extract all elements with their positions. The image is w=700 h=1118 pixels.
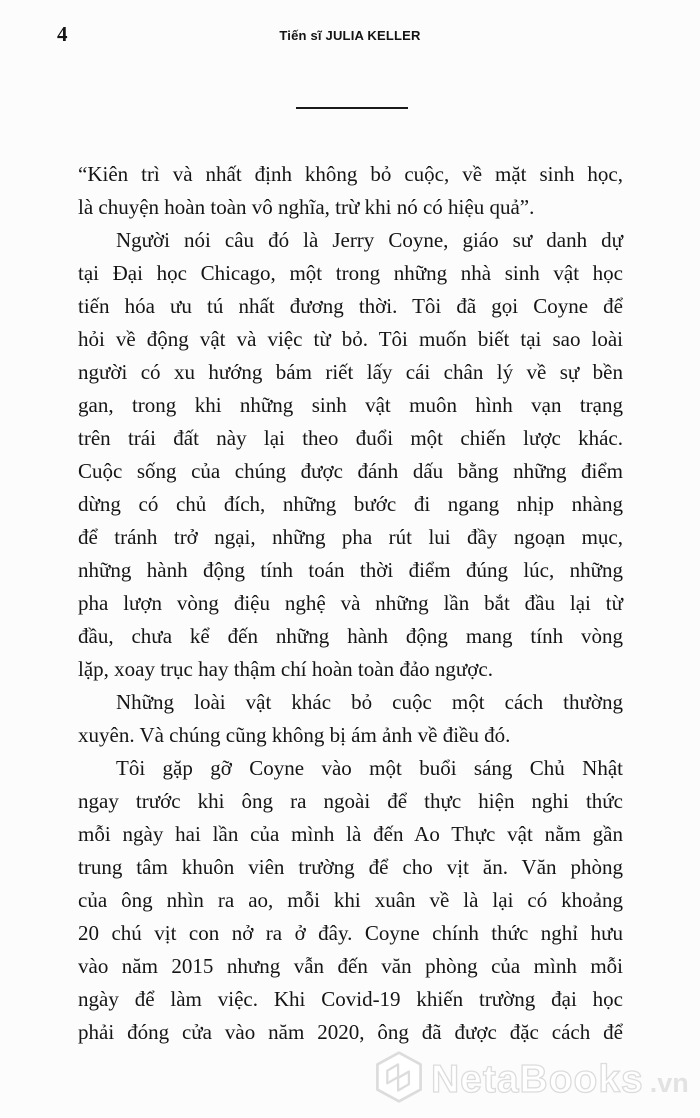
- text-line: tiến hóa ưu tú nhất đương thời. Tôi đã gọi Coyne để: [78, 294, 623, 318]
- text-line: trên trái đất này lại theo đuổi một chiến lược khác.: [78, 426, 623, 450]
- text-line: trung tâm khuôn viên trường để cho vịt ăn. Văn phòng: [78, 855, 623, 879]
- text-line: những hành động tính toán thời điểm đúng lúc, những: [78, 558, 623, 582]
- body-text: [78, 158, 623, 1049]
- text-line: Người nói câu đó là Jerry Coyne, giáo sư danh dự: [116, 228, 623, 252]
- watermark-domain-suffix: .vn: [649, 1068, 689, 1098]
- watermark-brand-text: NetaBooks: [431, 1057, 644, 1101]
- text-line: gan, trong khi những sinh vật muôn hình vạn trạng: [78, 393, 623, 417]
- text-line: dừng có chủ đích, những bước đi ngang nhịp nhàng: [78, 492, 623, 516]
- text-line: pha lượn vòng điệu nghệ và những lần bắt đầu lại từ: [78, 591, 623, 615]
- text-line: 20 chú vịt con nở ra ở đây. Coyne chính thức nghỉ hưu: [78, 921, 623, 945]
- text-line: người có xu hướng bám riết lấy cái chân lý về sự bền: [78, 360, 623, 384]
- page-number: 4: [57, 22, 68, 46]
- running-header-author: Tiến sĩ JULIA KELLER: [279, 28, 421, 43]
- text-line: Cuộc sống của chúng được đánh dấu bằng những điểm: [78, 459, 623, 483]
- text-line: vào năm 2015 nhưng vẫn đến văn phòng của mình mỗi: [78, 954, 623, 978]
- text-line: Những loài vật khác bỏ cuộc một cách thường: [116, 690, 623, 714]
- text-line: để tránh trở ngại, những pha rút lui đầy ngoạn mục,: [78, 525, 623, 549]
- text-line: Tôi gặp gỡ Coyne vào một buổi sáng Chủ Nhật: [116, 756, 623, 780]
- section-divider: [296, 107, 408, 109]
- paragraph-quote: [78, 158, 623, 224]
- text-line: lặp, xoay trục hay thậm chí hoàn toàn đảo ngược.: [78, 657, 493, 681]
- paragraph: [78, 686, 623, 752]
- text-line: đầu, chưa kể đến những hành động mang tính vòng: [78, 624, 623, 648]
- text-line: tại Đại học Chicago, một trong những nhà sinh vật học: [78, 261, 623, 285]
- text-line: ngay trước khi ông ra ngoài để thực hiện nghi thức: [78, 789, 623, 813]
- paragraph: [78, 224, 623, 686]
- text-line: là chuyện hoàn toàn vô nghĩa, trừ khi nó có hiệu quả”.: [78, 195, 535, 219]
- text-line: phải đóng cửa vào năm 2020, ông đã được đặc cách để: [78, 1020, 623, 1044]
- text-line: mỗi ngày hai lần của mình là đến Ao Thực vật nằm gần: [78, 822, 623, 846]
- netabooks-logo-icon: [372, 1050, 426, 1109]
- text-line: của ông nhìn ra ao, mỗi khi xuân về là lại có khoảng: [78, 888, 623, 912]
- paragraph: [78, 752, 623, 1049]
- watermark: [372, 1050, 689, 1109]
- text-line: hỏi về động vật và việc từ bỏ. Tôi muốn biết tại sao loài: [78, 327, 623, 351]
- text-line: xuyên. Và chúng cũng không bị ám ảnh về điều đó.: [78, 723, 511, 747]
- text-line: ngày để làm việc. Khi Covid-19 khiến trường đại học: [78, 987, 623, 1011]
- text-line: “Kiên trì và nhất định không bỏ cuộc, về mặt sinh học,: [78, 162, 623, 186]
